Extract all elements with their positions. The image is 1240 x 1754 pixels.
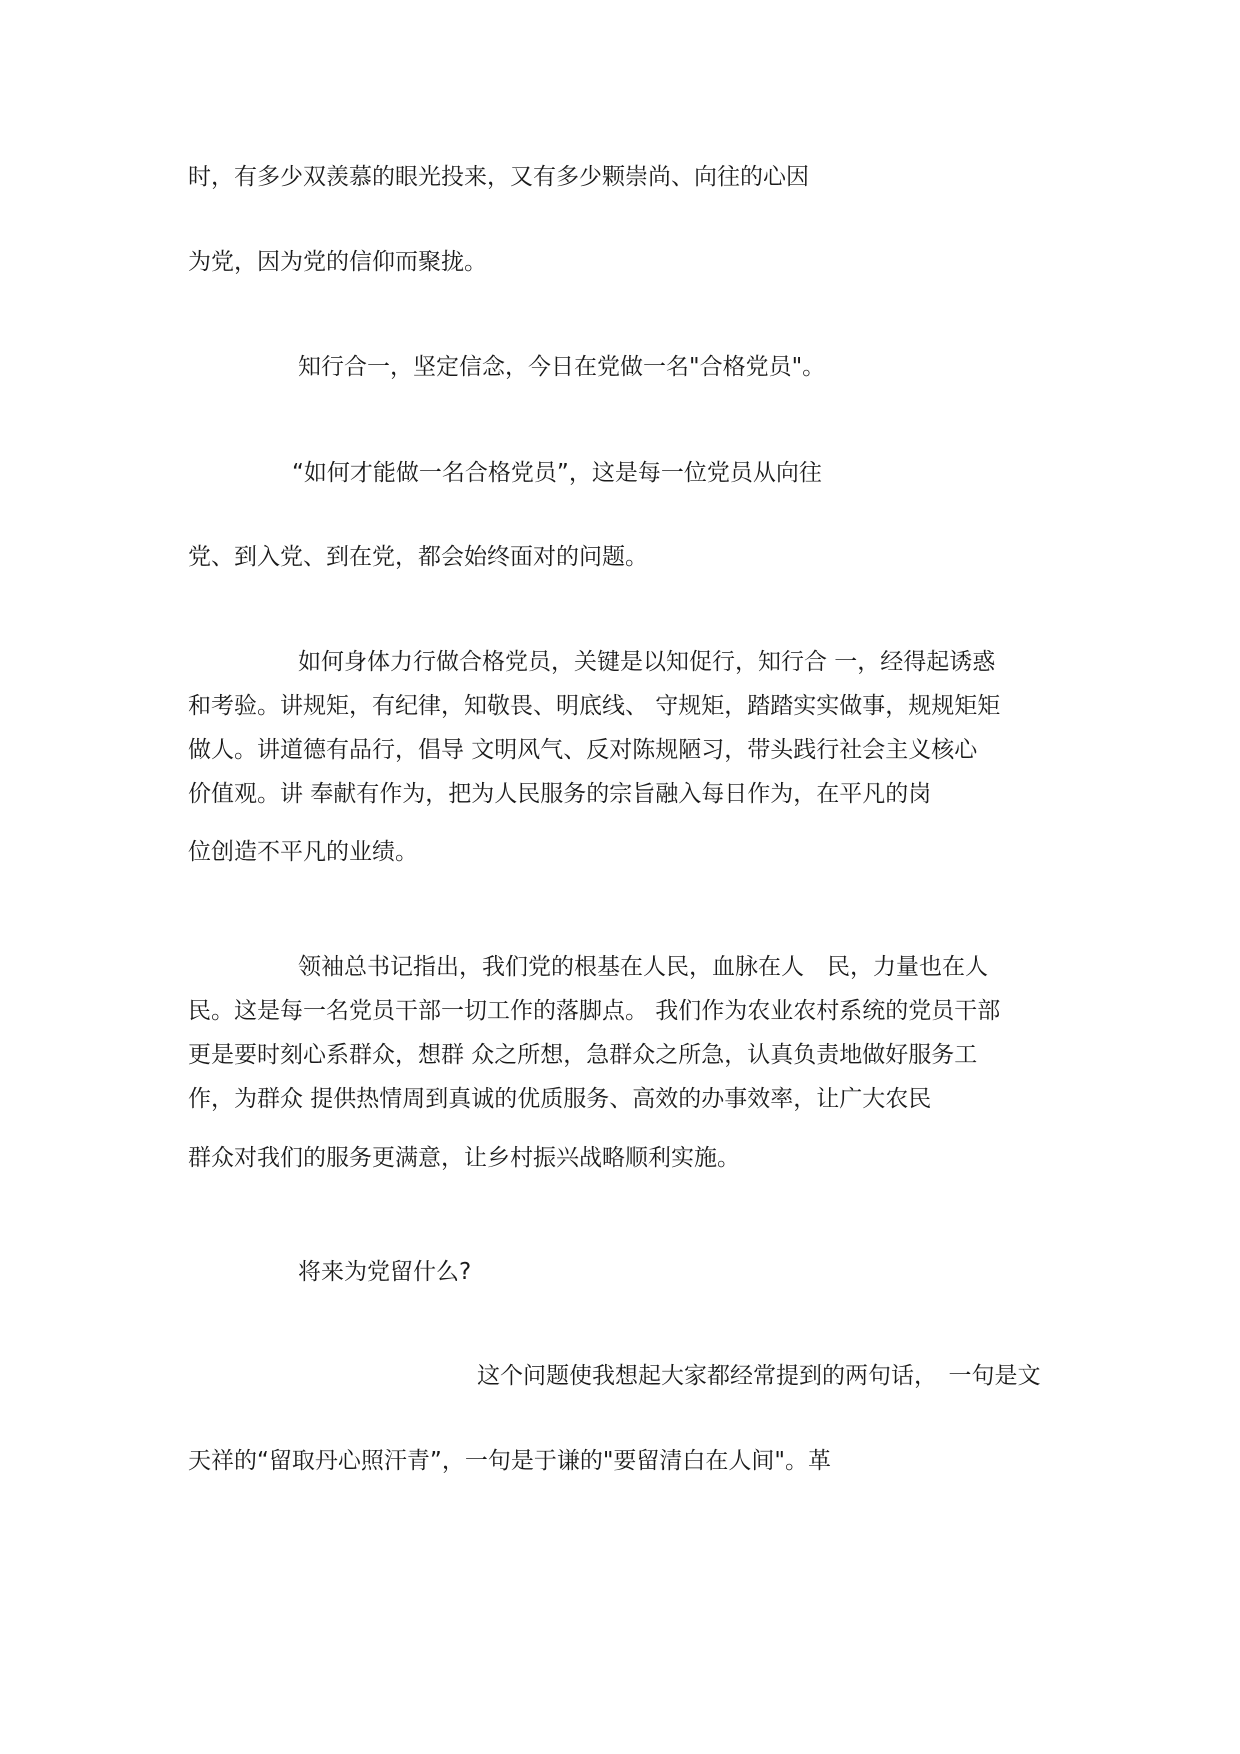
text-line: 位创造不平凡的业绩。 <box>188 839 418 865</box>
text-line: “如何才能做一名合格党员”，这是每一位党员从向往 <box>292 460 822 486</box>
text-line: 更是要时刻心系群众，想群 众之所想，急群众之所急，认真负责地做好服务工 <box>188 1042 978 1068</box>
text-line: 为党，因为党的信仰而聚拢。 <box>188 249 487 275</box>
text-line: 知行合一，坚定信念，今日在党做一名"合格党员"。 <box>298 354 826 380</box>
text-line: 党、到入党、到在党，都会始终面对的问题。 <box>188 544 648 570</box>
text-line: 群众对我们的服务更满意，让乡村振兴战略顺利实施。 <box>188 1145 740 1171</box>
text-line: 作，为群众 提供热情周到真诚的优质服务、高效的办事效率，让广大农民 <box>188 1086 932 1112</box>
text-line: 天祥的“留取丹心照汗青”，一句是于谦的"要留清白在人间"。革 <box>188 1448 831 1474</box>
text-line: 将来为党留什么? <box>298 1259 472 1285</box>
text-line: 如何身体力行做合格党员，关键是以知促行，知行合 一，经得起诱惑 <box>298 649 996 675</box>
text-line: 价值观。讲 奉献有作为，把为人民服务的宗旨融入每日作为，在平凡的岗 <box>188 781 932 807</box>
text-line: 时，有多少双羡慕的眼光投来，又有多少颗崇尚、向往的心因 <box>188 164 809 190</box>
text-line: 民。这是每一名党员干部一切工作的落脚点。 我们作为农业农村系统的党员干部 <box>188 998 1001 1024</box>
text-line: 做人。讲道德有品行，倡导 文明风气、反对陈规陋习，带头践行社会主义核心 <box>188 737 978 763</box>
text-line: 这个问题使我想起大家都经常提到的两句话， 一句是文 <box>477 1363 1041 1389</box>
text-line: 领袖总书记指出，我们党的根基在人民，血脉在人 民，力量也在人 <box>298 954 988 980</box>
text-line: 和考验。讲规矩，有纪律，知敬畏、明底线、 守规矩，踏踏实实做事，规规矩矩 <box>188 693 1001 719</box>
